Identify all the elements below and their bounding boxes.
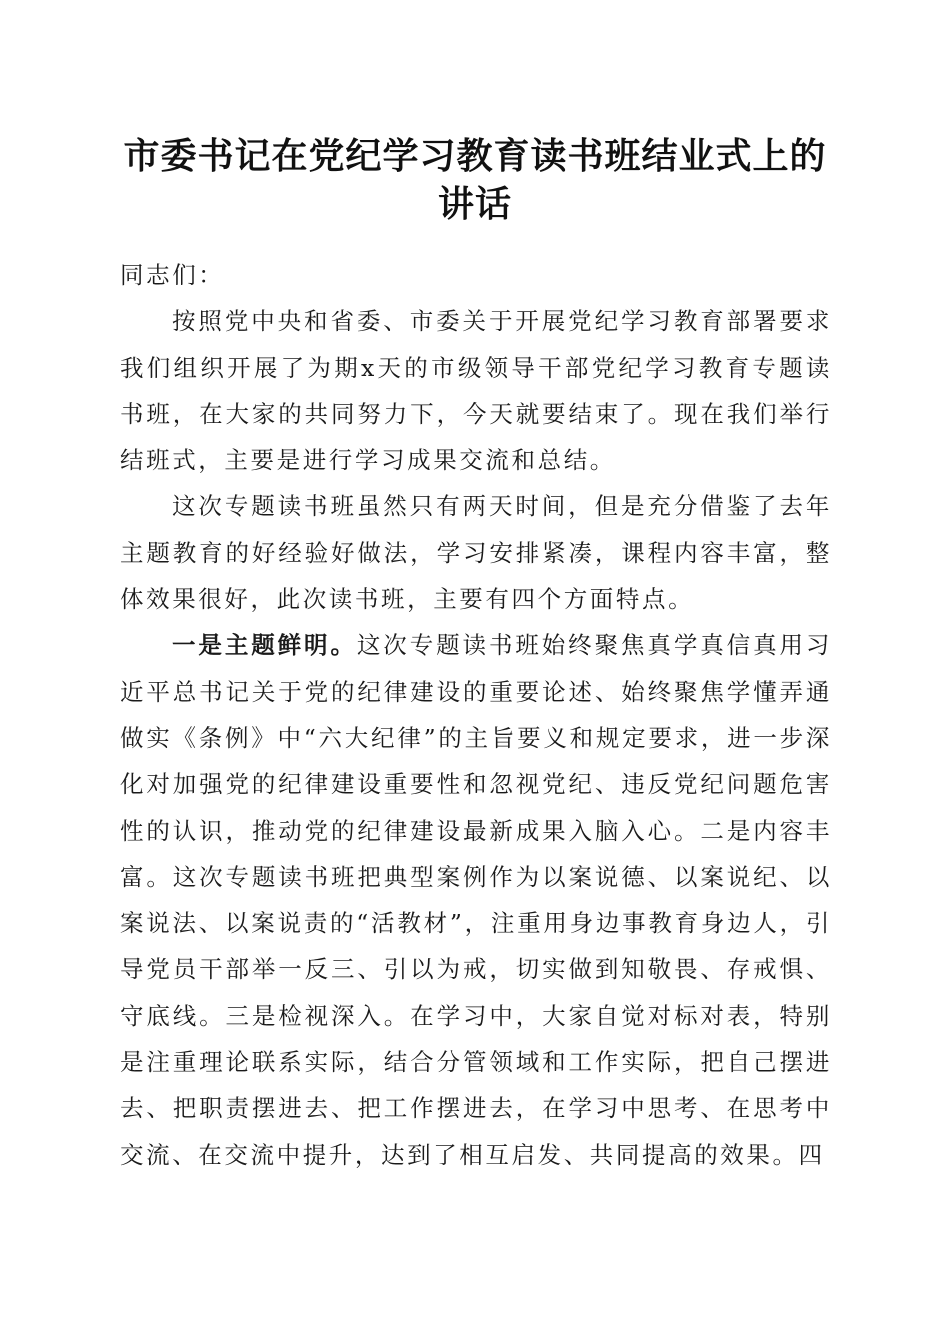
document-title: 市委书记在党纪学习教育读书班结业式上的讲话 — [123, 135, 827, 225]
paragraph-3 — [120, 622, 832, 1178]
document-body — [120, 252, 832, 1178]
paragraph-3-lead: 一是主题鲜明。 — [172, 631, 357, 660]
salutation: 同志们： — [120, 261, 225, 289]
paragraph-1: 按照党中央和省委、市委关于开展党纪学习教育部署要求我们组织开展了为期x天的市级领导干部党纪学习教育专题读书班，在大家的共同努力下，今天就要结束了。现在我们举行结班式，主要是进行学习成果交流和总结。 — [120, 307, 832, 475]
paragraph-3-text: 这次专题读书班始终聚焦真学真信真用习近平总书记关于党的纪律建设的重要论述、始终聚焦学懂弄通做实《条例》中“六大纪律”的主旨要义和规定要求，进一步深化对加强党的纪律建设重要性和忽视党纪、违反党纪问题危害性的认识，推动党的纪律建设最新成果入脑入心。二是内容丰富。这次专题读书班把典型案例作为以案说德、以案说纪、以案说法、以案说责的“活教材”，注重用身边事教育身边人，引导党员干部举一反三、引以为戒，切实做到知敬畏、存戒惧、守底线。三是检视深入。在学习中，大家自觉对标对表，特别是注重理论联系实际，结合分管领域和工作实际，把自己摆进去、把职责摆进去、把工作摆进去，在学习中思考、在思考中交流、在交流中提升，达到了相互启发、共同提高的效果。四 — [120, 631, 832, 1169]
paragraph-2: 这次专题读书班虽然只有两天时间，但是充分借鉴了去年主题教育的好经验好做法，学习安排紧凑，课程内容丰富，整体效果很好，此次读书班，主要有四个方面特点。 — [120, 492, 832, 614]
